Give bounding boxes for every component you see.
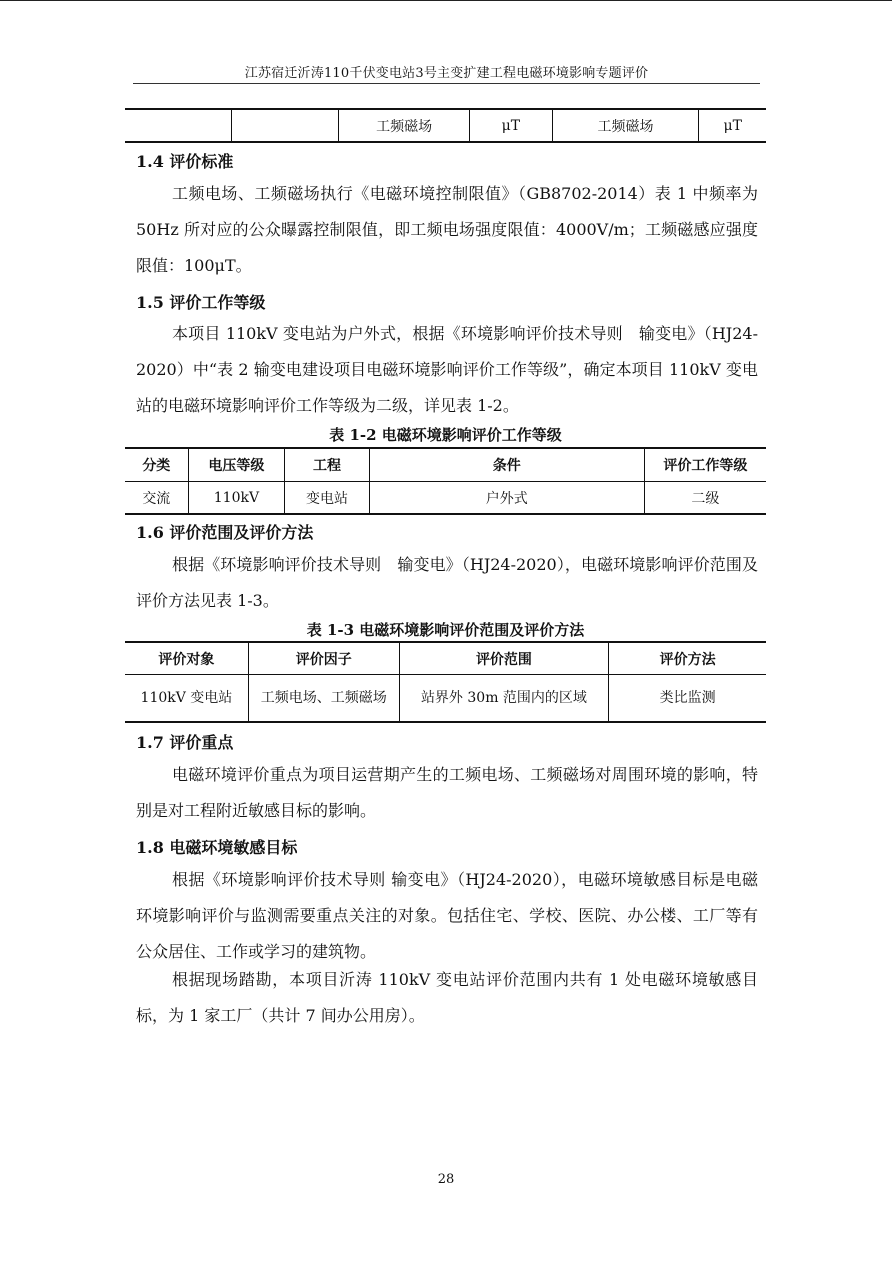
table-cell: 交流 [125, 482, 188, 515]
table-cell: 工频磁场 [339, 109, 470, 142]
section-heading-1-4: 1.4 评价标准 [136, 152, 234, 171]
paragraph-1-7: 电磁环境评价重点为项目运营期产生的工频电场、工频磁场对周围环境的影响，特别是对工程附近敏感目标的影响。 [136, 765, 758, 820]
paragraph-1-8a: 根据《环境影响评价技术导则 输变电》（HJ24-2020），电磁环境敏感目标是电磁环境影响评价与监测需要重点关注的对象。包括住宅、学校、医院、办公楼、工厂等有公众居住、工作或学习的建筑物。 [136, 870, 758, 961]
continued-table [125, 108, 766, 143]
page-top-border [0, 0, 892, 1]
table-cell: 工频磁场 [552, 109, 699, 142]
paragraph-1-5: 本项目 110kV 变电站为户外式，根据《环境影响评价技术导则 输变电》（HJ24-2020）中“表 2 输变电建设项目电磁环境影响评价工作等级”，确定本项目 110kV 变电站的电磁环境影响评价工作等级为二级，详见表 1-2。 [136, 324, 758, 415]
table-header-row [125, 642, 766, 675]
column-header: 评价范围 [399, 642, 609, 675]
section-heading-1-6: 1.6 评价范围及评价方法 [136, 523, 314, 542]
table-cell: 110kV 变电站 [125, 675, 248, 723]
column-header: 电压等级 [188, 448, 285, 482]
table-row [125, 675, 766, 723]
column-header: 工程 [285, 448, 369, 482]
paragraph-1-6: 根据《环境影响评价技术导则 输变电》（HJ24-2020），电磁环境影响评价范围及评价方法见表 1-3。 [136, 555, 758, 610]
table-cell: μT [699, 109, 766, 142]
paragraph-1-8b: 根据现场踏勘，本项目沂涛 110kV 变电站评价范围内共有 1 处电磁环境敏感目标，为 1 家工厂（共计 7 间办公用房）。 [136, 970, 758, 1025]
paragraph-1-4: 工频电场、工频磁场执行《电磁环境控制限值》（GB8702-2014）表 1 中频率为 50Hz 所对应的公众曝露控制限值，即工频电场强度限值：4000V/m；工频磁感应强度限值：100μT。 [136, 184, 758, 275]
table-cell [125, 109, 232, 142]
column-header: 评价方法 [609, 642, 766, 675]
table-row [125, 482, 766, 515]
column-header: 条件 [369, 448, 644, 482]
table-caption-1-2: 表 1-2 电磁环境影响评价工作等级 [329, 426, 562, 444]
table-cell [232, 109, 339, 142]
table-cell: 类比监测 [609, 675, 766, 723]
column-header: 分类 [125, 448, 188, 482]
table-cell: 110kV [188, 482, 285, 515]
table-cell: 二级 [644, 482, 766, 515]
column-header: 评价对象 [125, 642, 248, 675]
table-cell: 户外式 [369, 482, 644, 515]
header-rule [133, 83, 760, 84]
table-cell: 站界外 30m 范围内的区域 [399, 675, 609, 723]
table-cell: 变电站 [285, 482, 369, 515]
table-header-row [125, 448, 766, 482]
column-header: 评价因子 [248, 642, 399, 675]
table-row [125, 109, 766, 142]
table-cell: μT [470, 109, 552, 142]
table-1-2 [125, 447, 766, 515]
running-header: 江苏宿迁沂涛110千伏变电站3号主变扩建工程电磁环境影响专题评价 [244, 66, 649, 81]
section-heading-1-5: 1.5 评价工作等级 [136, 293, 266, 312]
section-heading-1-8: 1.8 电磁环境敏感目标 [136, 838, 298, 857]
table-cell: 工频电场、工频磁场 [248, 675, 399, 723]
page-number: 28 [437, 1172, 455, 1187]
table-caption-1-3: 表 1-3 电磁环境影响评价范围及评价方法 [306, 621, 585, 639]
column-header: 评价工作等级 [644, 448, 766, 482]
table-1-3 [125, 641, 766, 723]
section-heading-1-7: 1.7 评价重点 [136, 733, 234, 752]
